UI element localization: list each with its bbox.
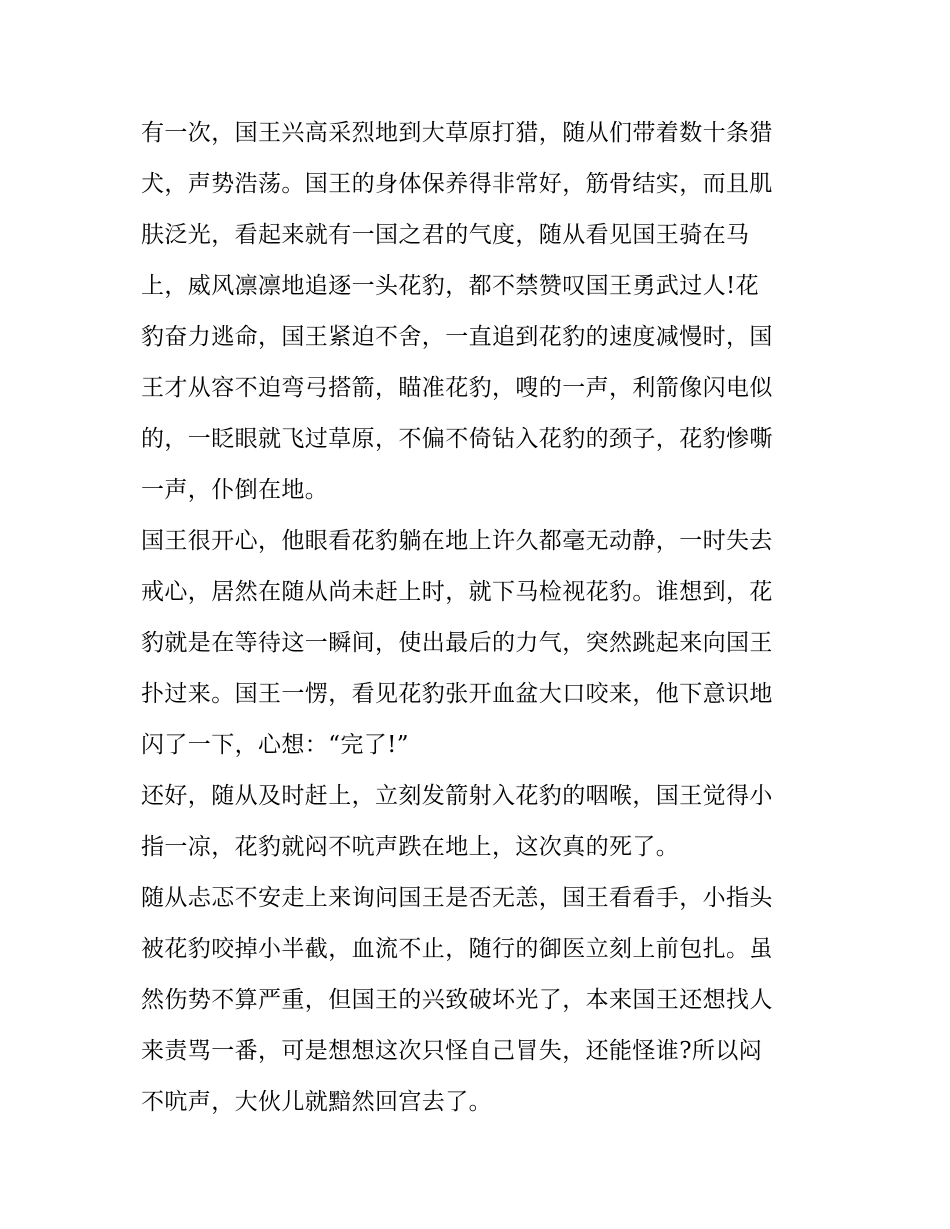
text-line: 上，威风凛凛地追逐一头花豹，都不禁赞叹国王勇武过人!花 [141,273,760,299]
text-line: 有一次，国王兴高采烈地到大草原打猎，随从们带着数十条猎 [141,120,773,146]
text-line: 一声，仆倒在地。 [141,477,329,503]
text-line: 的，一眨眼就飞过草原，不偏不倚钻入花豹的颈子，花豹惨嘶 [141,426,773,452]
text-line: 然伤势不算严重，但国王的兴致破坏光了，本来国王还想找人 [141,987,773,1013]
text-line: 指一凉，花豹就闷不吭声跌在地上，这次真的死了。 [141,834,680,860]
story-text [141,108,813,1128]
text-line: 被花豹咬掉小半截，血流不止，随行的御医立刻上前包扎。虽 [141,936,773,962]
text-line: 扑过来。国王一愣，看见花豹张开血盆大口咬来，他下意识地 [141,681,773,707]
text-line: 犬，声势浩荡。国王的身体保养得非常好，筋骨结实，而且肌 [141,171,773,197]
text-line: 豹奋力逃命，国王紧迫不舍，一直追到花豹的速度减慢时，国 [141,324,773,350]
text-line: 王才从容不迫弯弓搭箭，瞄准花豹，嗖的一声，利箭像闪电似 [141,375,773,401]
text-line: 随从忐忑不安走上来询问国王是否无恙，国王看看手，小指头 [141,885,773,911]
text-line: 国王很开心，他眼看花豹躺在地上许久都毫无动静，一时失去 [141,528,773,554]
text-line: 戒心，居然在随从尚未赶上时，就下马检视花豹。谁想到，花 [141,579,773,605]
text-line: 还好，随从及时赶上，立刻发箭射入花豹的咽喉，国王觉得小 [141,783,773,809]
text-line: 来责骂一番，可是想想这次只怪自己冒失，还能怪谁?所以闷 [141,1038,763,1064]
text-line: 肤泛光，看起来就有一国之君的气度，随从看见国王骑在马 [141,222,750,248]
text-line: 闪了一下，心想：“完了!” [141,732,409,758]
text-line: 不吭声，大伙儿就黯然回宫去了。 [141,1089,492,1115]
text-line: 豹就是在等待这一瞬间，使出最后的力气，突然跳起来向国王 [141,630,773,656]
